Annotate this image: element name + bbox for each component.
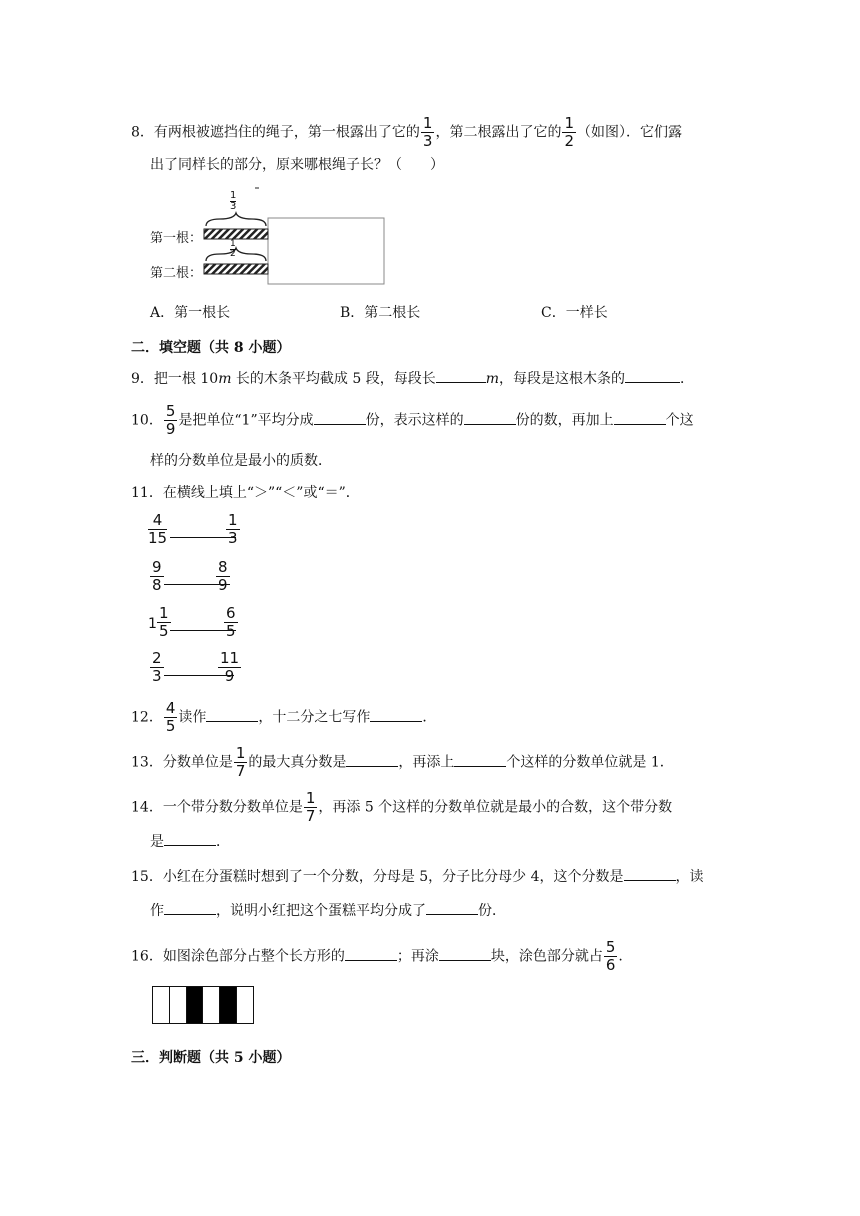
q15-line2-a: 作 <box>150 903 164 919</box>
q16-text-a: 如图涂色部分占整个长方形的 <box>162 948 345 965</box>
q8-f2-numerator: 1 <box>564 114 575 132</box>
rope-label-2: 第二根： <box>150 266 203 281</box>
rope-1 <box>204 229 268 239</box>
rope-frac-1 <box>230 191 236 212</box>
compare-4-right-num: 11 <box>220 649 240 667</box>
q8-f1-denominator: 3 <box>422 132 433 150</box>
compare-1-left-den: 15 <box>148 529 168 547</box>
compare-2-left-num: 9 <box>152 558 162 576</box>
section-3-heading: 三．判断题（共 5 小题） <box>131 1050 291 1066</box>
q11-text: 在横线上填上“＞”“＜”或“＝”． <box>162 485 360 501</box>
q8-line2: 出了同样长的部分，原来哪根绳子长？（ ） <box>150 157 444 173</box>
q15-text-a: 小红在分蛋糕时想到了一个分数，分母是 5，分子比分母少 4，这个分数是 <box>162 869 624 885</box>
q12-f-denominator: 5 <box>165 717 176 735</box>
q10-text-c: 份的数，再加上 <box>515 412 614 429</box>
compare-4-left-num: 2 <box>152 649 162 667</box>
rope-frac-2-den: 2 <box>230 249 236 259</box>
q11-line <box>131 482 360 504</box>
q12-end: ． <box>422 709 437 726</box>
q8-text-a: 有两根被遮挡住的绳子，第一根露出了它的 <box>153 124 420 141</box>
q16-text-b: ；再涂 <box>396 948 439 965</box>
q9-unit-m2: m <box>485 371 500 387</box>
q12-blank-2[interactable] <box>370 707 422 722</box>
compare-4-left-den: 3 <box>152 667 162 685</box>
rect-cell-shaded <box>186 987 203 1023</box>
q15-line2 <box>150 900 506 922</box>
q8-line1 <box>131 116 682 149</box>
q13-text-c: ，再添上 <box>398 754 455 771</box>
q13-blank-2[interactable] <box>454 752 506 767</box>
compare-3-right-den: 5 <box>226 622 236 640</box>
q14-text-b: ，再添 5 个这样的分数单位就是最小的合数，这个带分数 <box>318 799 673 816</box>
compare-3-right <box>224 606 238 639</box>
q15-text-b: ，读 <box>675 869 704 885</box>
section-2-heading: 二．填空题（共 8 小题） <box>131 340 291 356</box>
q10-text-a: 是把单位“1”平均分成 <box>178 412 314 429</box>
q9-text-c: ，每段是这根木条的 <box>499 371 626 387</box>
q12-number: 12． <box>131 709 163 726</box>
compare-row-1 <box>148 513 248 553</box>
q12-text-b: ，十二分之七写作 <box>258 709 371 726</box>
q8-f2-denominator: 2 <box>564 132 575 150</box>
rope-frac-1-den: 3 <box>230 201 237 212</box>
q13-number: 13． <box>131 754 163 771</box>
q14-number: 14． <box>131 799 163 816</box>
compare-2-right-num: 8 <box>218 558 228 576</box>
q10-number: 10． <box>131 412 163 429</box>
q13-f-numerator: 1 <box>235 744 246 762</box>
q16-blank-2[interactable] <box>439 946 491 961</box>
compare-row-2 <box>148 560 248 600</box>
rope-figure <box>150 186 386 286</box>
q11-number: 11． <box>131 485 163 501</box>
q9-unit-m: m <box>218 371 232 387</box>
compare-2-right <box>216 560 230 593</box>
q8-f1-numerator: 1 <box>422 114 433 132</box>
q14-line1 <box>131 791 672 824</box>
q13-fraction <box>234 746 248 779</box>
rope-label-1: 第一根： <box>150 231 203 246</box>
q13 <box>131 746 674 779</box>
q16-f-numerator: 5 <box>605 938 616 956</box>
q9-text-a: 把一根 10 <box>153 371 219 387</box>
compare-3-left-den: 5 <box>159 622 169 640</box>
brace-2 <box>206 248 266 261</box>
q16-text-c: 块，涂色部分就占 <box>490 948 603 965</box>
rope-frac-2 <box>230 240 236 259</box>
compare-4-left <box>150 651 164 684</box>
q15-line2-b: ，说明小红把这个蛋糕平均分成了 <box>216 903 426 919</box>
compare-1-right <box>226 513 240 546</box>
q9-blank-1[interactable] <box>436 368 486 383</box>
q10-line1 <box>131 404 694 437</box>
q9-number: 9． <box>131 371 154 387</box>
compare-3-left-num: 1 <box>159 604 169 622</box>
q10-blank-3[interactable] <box>614 410 666 425</box>
q10-blank-2[interactable] <box>464 410 516 425</box>
q16-blank-1[interactable] <box>345 946 397 961</box>
compare-row-4 <box>148 651 248 691</box>
q12-f-numerator: 4 <box>165 699 176 717</box>
q8-number: 8． <box>131 124 154 141</box>
q16-end: . <box>618 948 623 965</box>
q16-f-denominator: 6 <box>605 956 616 974</box>
q15-number: 15． <box>131 869 163 885</box>
option-a[interactable]: A．第一根长 <box>150 305 231 321</box>
q10-text-d: 个这 <box>665 412 694 429</box>
q14-fraction <box>304 791 318 824</box>
q10-line2: 样的分数单位是最小的质数． <box>150 453 332 469</box>
q14-line2 <box>150 831 230 853</box>
compare-2-left-den: 8 <box>152 576 162 594</box>
q8-text-c: （如图）．它们露 <box>577 124 683 141</box>
q8-text-b: ，第二根露出了它的 <box>435 124 562 141</box>
q12-fraction <box>164 701 178 734</box>
q12-text-a: 读作 <box>178 709 207 726</box>
q9-end: ． <box>680 371 695 387</box>
q14-f-denominator: 7 <box>305 807 316 825</box>
compare-3-left <box>157 606 171 639</box>
rope-frac-1-num: 1 <box>230 190 237 201</box>
rope-frac-2-num: 1 <box>230 239 236 249</box>
compare-2-right-den: 9 <box>218 576 228 594</box>
compare-1-right-num: 1 <box>228 511 238 529</box>
cover-box <box>268 218 384 284</box>
q8-fraction-1 <box>421 116 435 149</box>
q14-f-numerator: 1 <box>305 789 316 807</box>
compare-row-3 <box>148 606 248 646</box>
q15-line2-c: 份． <box>478 903 506 919</box>
rect-cell <box>153 987 169 1023</box>
rect-cell <box>169 987 186 1023</box>
q13-text-a: 分数单位是 <box>162 754 233 771</box>
q13-text-d: 个这样的分数单位就是 1． <box>506 754 674 771</box>
q14-text-a: 一个带分数分数单位是 <box>162 799 303 816</box>
rope-2 <box>204 264 268 274</box>
compare-4-right-den: 9 <box>224 667 235 685</box>
q10-blank-1[interactable] <box>314 410 366 425</box>
q15-blank-1[interactable] <box>624 866 676 881</box>
compare-3-right-num: 6 <box>226 604 236 622</box>
q8-fraction-2 <box>562 116 576 149</box>
compare-1-right-den: 3 <box>228 529 238 547</box>
q14-line2-text: 是 <box>150 834 164 850</box>
q14-end: ． <box>216 834 230 850</box>
compare-1-left-num: 4 <box>148 513 167 530</box>
q13-f-denominator: 7 <box>235 762 246 780</box>
q16 <box>131 940 623 973</box>
q9-text-b: 长的木条平均截成 5 段，每段长 <box>231 371 436 387</box>
q10-f-numerator: 5 <box>165 402 176 420</box>
q13-text-b: 的最大真分数是 <box>248 754 347 771</box>
q15-blank-3[interactable] <box>426 900 478 915</box>
compare-2-left <box>150 560 164 593</box>
rect-cell-shaded <box>219 987 236 1023</box>
brace-1 <box>206 213 266 226</box>
q13-blank-1[interactable] <box>346 752 398 767</box>
q14-blank[interactable] <box>164 831 216 846</box>
q12-blank-1[interactable] <box>206 707 258 722</box>
option-c[interactable]: C．一样长 <box>541 305 608 321</box>
compare-4-right <box>218 651 241 684</box>
q12 <box>131 701 436 734</box>
rect-cell <box>236 987 253 1023</box>
rect-cell <box>202 987 219 1023</box>
q16-number: 16． <box>131 948 163 965</box>
q10-text-b: 份，表示这样的 <box>365 412 464 429</box>
q10-fraction <box>164 404 178 437</box>
q9-blank-2[interactable] <box>625 368 680 383</box>
shaded-rectangle <box>152 986 254 1024</box>
compare-1-left <box>148 513 167 546</box>
compare-3-left-whole: 1 <box>148 616 157 632</box>
q10-f-denominator: 9 <box>165 420 176 438</box>
q15-blank-2[interactable] <box>164 900 216 915</box>
q9 <box>131 368 694 390</box>
option-b[interactable]: B．第二根长 <box>340 305 421 321</box>
q15-line1 <box>131 866 704 888</box>
q16-fraction <box>604 940 618 973</box>
